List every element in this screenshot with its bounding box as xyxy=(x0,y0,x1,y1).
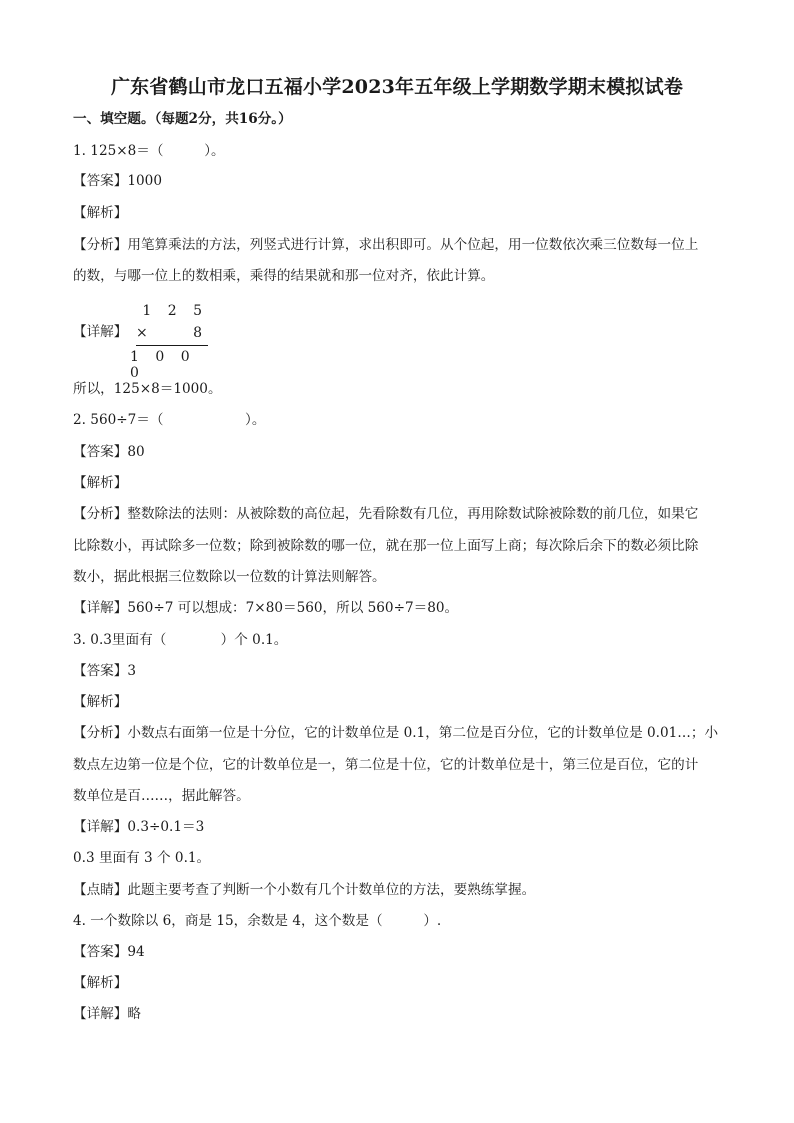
multiplicand: 1 2 5 xyxy=(142,303,208,319)
fenxi-2-line-3: 数小，据此根据三位数除以一位数的计算法则解答。 xyxy=(73,569,386,585)
conclusion-3: 0.3 里面有 3 个 0.1。 xyxy=(73,850,211,866)
fenxi-3-line-1: 【分析】小数点右面第一位是十分位，它的计数单位是 0.1，第二位是百分位，它的计数单位是 0.01…；小 xyxy=(73,725,719,741)
answer-1: 【答案】1000 xyxy=(73,173,162,189)
fenxi-2-line-1: 【分析】整数除法的法则：从被除数的高位起，先看除数有几位，再用除数试除被除数的前几位，如果它 xyxy=(73,506,699,522)
detail-3: 【详解】0.3÷0.1＝3 xyxy=(73,819,205,835)
question-2: 2. 560÷7＝（ ）。 xyxy=(73,412,266,428)
analysis-label-1: 【解析】 xyxy=(73,205,128,221)
fenxi-1-line-1: 【分析】用笔算乘法的方法，列竖式进行计算，求出积即可。从个位起，用一位数依次乘三位数每一位上 xyxy=(73,237,699,253)
fenxi-3-line-2: 数点左边第一位是个位，它的计数单位是一，第二位是十位，它的计数单位是十，第三位是百位，它的计 xyxy=(73,757,699,773)
detail-4: 【详解】略 xyxy=(73,1006,141,1022)
vertical-divider-line xyxy=(136,345,208,346)
detail-label-1: 【详解】 xyxy=(73,324,128,340)
product: 1 0 0 0 xyxy=(130,349,196,381)
question-4: 4. 一个数除以 6，商是 15，余数是 4，这个数是（ ）. xyxy=(73,913,442,929)
answer-4: 【答案】94 xyxy=(73,944,145,960)
vertical-multiplication xyxy=(130,301,220,381)
section-heading: 一、填空题。（每题2分，共16分。） xyxy=(73,111,292,127)
multiply-sign: × xyxy=(136,325,148,341)
page-title: 广东省鹤山市龙口五福小学2023年五年级上学期数学期末模拟试卷 xyxy=(110,76,684,98)
answer-3: 【答案】3 xyxy=(73,663,137,679)
fenxi-2-line-2: 比除数小，再试除多一位数；除到被除数的哪一位，就在那一位上面写上商；每次除后余下的数必须比除 xyxy=(73,538,699,554)
detail-2: 【详解】560÷7 可以想成：7×80＝560，所以 560÷7＝80。 xyxy=(73,600,459,616)
question-1: 1. 125×8＝（ ）。 xyxy=(73,143,225,159)
key-point-3: 【点睛】此题主要考查了判断一个小数有几个计数单位的方法，要熟练掌握。 xyxy=(73,882,536,898)
answer-2: 【答案】80 xyxy=(73,444,145,460)
analysis-label-2: 【解析】 xyxy=(73,475,128,491)
analysis-label-3: 【解析】 xyxy=(73,694,128,710)
analysis-label-4: 【解析】 xyxy=(73,975,128,991)
multiplier: 8 xyxy=(193,325,208,341)
fenxi-1-line-2: 的数，与哪一位上的数相乘，乘得的结果就和那一位对齐，依此计算。 xyxy=(73,268,495,284)
fenxi-3-line-3: 数单位是百……，据此解答。 xyxy=(73,788,250,804)
question-3: 3. 0.3里面有（ ）个 0.1。 xyxy=(73,632,288,648)
conclusion-1: 所以，125×8＝1000。 xyxy=(73,381,222,397)
